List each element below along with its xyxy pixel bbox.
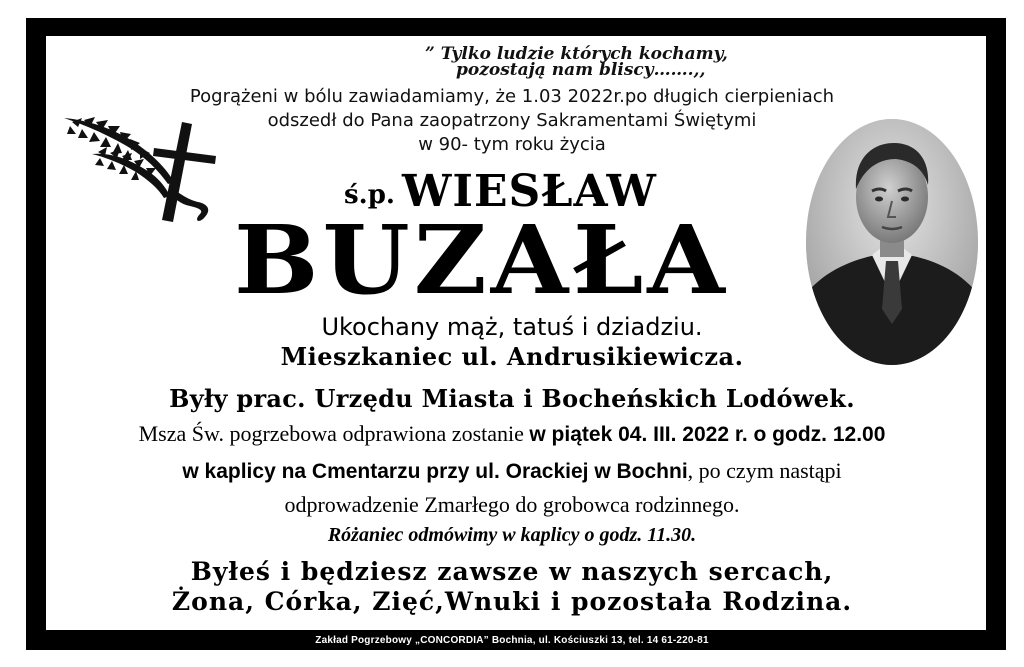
deceased-last-name: BUZAŁA [234, 203, 729, 316]
chapel-location: w kaplicy na Cmentarzu przy ul. Orackiej w Bochni [182, 460, 688, 483]
resident-line: Mieszkaniec ul. Andrusikiewicza. [280, 342, 744, 371]
quote-line-2: pozostają nam bliscy…….,, [456, 60, 706, 80]
mass-line [0, 421, 1024, 447]
mass-date-time: w piątek 04. III. 2022 r. o godz. 12.00 [529, 423, 886, 446]
deceased-prefix: ś.p. [344, 180, 395, 210]
intro-line-2: odszedł do Pana zaopatrzony Sakramentami Świętymi [267, 110, 757, 131]
quote-line-1: ” Tylko ludzie których kochamy, [425, 44, 728, 64]
burial-line: odprowadzenie Zmarłego do grobowca rodzinnego. [284, 492, 740, 517]
mass-text: Msza Św. pogrzebowa odprawiona zostanie [138, 421, 530, 446]
closing-line-1: Byłeś i będziesz zawsze w naszych sercach, [190, 557, 834, 586]
funeral-home-footer: Zakład Pogrzebowy „CONCORDIA” Bochnia, ul. Kościuszki 13, tel. 14 61-220-81 [315, 635, 709, 646]
cross-with-palm-icon [62, 114, 232, 232]
former-employee-line: Były prac. Urzędu Miasta i Bocheńskich Lodówek. [169, 384, 855, 413]
chapel-line [0, 458, 1024, 484]
intro-line-1: Pogrążeni w bólu zawiadamiamy, że 1.03 2022r.po długich cierpieniach [189, 86, 835, 107]
deceased-first-name: WIESŁAW [402, 166, 657, 217]
beloved-line: Ukochany mąż, tatuś i dziadziu. [321, 313, 703, 341]
chapel-continuation: , po czym nastąpi [687, 458, 842, 483]
rosary-line: Różaniec odmówimy w kaplicy o godz. 11.30. [327, 524, 697, 546]
intro-line-3: w 90- tym roku życia [418, 134, 606, 155]
closing-line-2: Żona, Córka, Zięć,Wnuki i pozostała Rodzina. [171, 587, 853, 616]
